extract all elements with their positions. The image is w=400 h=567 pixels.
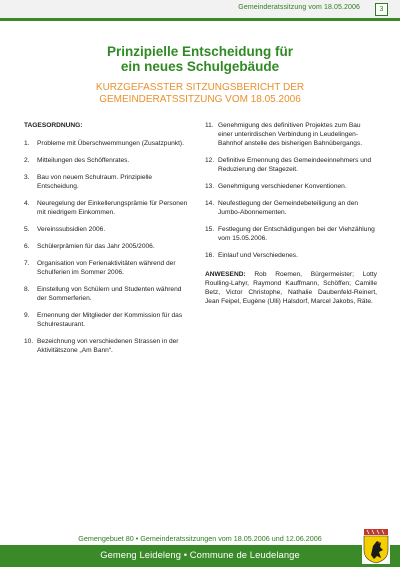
agenda-item-text: Festlegung der Entschädigungen bei der Viehzählung vom 15.05.2006. — [218, 226, 375, 242]
agenda-item-text: Einlauf und Verschiedenes. — [218, 252, 298, 259]
agenda-item-number: 15. — [205, 226, 215, 233]
page-number: 3 — [375, 3, 388, 16]
page-title — [0, 44, 400, 74]
agenda-item — [24, 156, 190, 165]
agenda-item-text: Organisation von Ferienaktivitäten während der Schulferien im Sommer 2006. — [37, 260, 176, 276]
agenda-item-number: 5. — [24, 226, 30, 233]
footer-band-text: Gemeng Leideleng • Commune de Leudelange — [100, 549, 300, 560]
coat-of-arms-icon — [362, 528, 390, 564]
agenda-item-number: 8. — [24, 286, 30, 293]
agenda-item — [205, 225, 377, 243]
agenda-right-column — [205, 121, 377, 306]
agenda-item-text: Bezeichnung von verschiedenen Strassen in der Aktivitätszone „Am Bann“. — [37, 338, 179, 354]
agenda-item — [24, 199, 190, 217]
agenda-item-number: 16. — [205, 252, 215, 259]
footer-issue-line: Gemengebuet 80 • Gemeinderatssitzungen vom 18.05.2006 und 12.06.2006 — [78, 534, 322, 543]
agenda-item-number: 1. — [24, 140, 30, 147]
agenda-item-text: Neufestlegung der Gemeindebeteiligung an den Jumbo-Abonnementen. — [218, 200, 359, 216]
agenda-item-text: Einstellung von Schülern und Studenten während der Sommerferien. — [37, 286, 182, 302]
agenda-left-column — [24, 121, 190, 363]
agenda-item-number: 12. — [205, 157, 215, 164]
agenda-item-number: 10. — [24, 338, 34, 345]
agenda-item-number: 7. — [24, 260, 30, 267]
agenda-item-text: Mitteilungen des Schöffenrates. — [37, 157, 130, 164]
agenda-item-number: 9. — [24, 312, 30, 319]
agenda-item-text: Neuregelung der Einkellerungsprämie für Personen mit niedrigem Einkommen. — [37, 200, 188, 216]
header-text: Gemeinderatssitzung vom 18.05.2006 — [238, 4, 360, 11]
agenda-item — [205, 182, 377, 191]
agenda-item-number: 14. — [205, 200, 215, 207]
agenda-item-text: Genehmigung verschiedener Konventionen. — [218, 183, 347, 190]
agenda-item — [24, 225, 190, 234]
agenda-item — [24, 173, 190, 191]
subtitle-line-1: KURZGEFASSTER SITZUNGSBERICHT DER — [95, 82, 305, 93]
agenda-item — [205, 251, 377, 260]
agenda-item — [205, 199, 377, 217]
header-rule — [0, 18, 400, 21]
subtitle-line-2: GEMEINDERATSSITZUNG VOM 18.05.2006 — [99, 94, 301, 105]
agenda-item — [24, 311, 190, 329]
agenda-item-text: Probleme mit Überschwemmungen (Zusatzpunkt). — [37, 140, 184, 147]
agenda-item — [24, 139, 190, 148]
agenda-item-number: 3. — [24, 174, 30, 181]
agenda-item-text: Schülerprämien für das Jahr 2005/2006. — [37, 243, 155, 250]
agenda-item — [24, 285, 190, 303]
agenda-item-text: Vereinssubsidien 2006. — [37, 226, 106, 233]
agenda-item — [205, 156, 377, 174]
attendance-label: ANWESEND: — [205, 271, 246, 278]
title-line-2: ein neues Schulgebäude — [120, 59, 280, 74]
agenda-item-text: Bau von neuem Schulraum. Prinzipielle Entscheidung. — [37, 174, 153, 190]
agenda-item-number: 2. — [24, 157, 30, 164]
agenda-item — [205, 121, 377, 148]
agenda-item-text: Definitive Ernennung des Gemeindeeinnehmers und Reduzierung der Stagezeit. — [218, 157, 372, 173]
agenda-item — [24, 337, 190, 355]
attendance-block — [205, 270, 377, 306]
agenda-item-number: 11. — [205, 122, 214, 129]
agenda-item-text: Ernennung der Mitglieder der Kommission für das Schulrestaurant. — [37, 312, 183, 328]
agenda-item — [24, 242, 190, 251]
agenda-item-text: Genehmigung des definitiven Projektes zum Bau einer unterirdischen Verbindung in Leudelingen-Bahnhof anstelle des bisherigen Bahnübergangs. — [218, 122, 363, 147]
agenda-item-number: 13. — [205, 183, 215, 190]
title-line-1: Prinzipielle Entscheidung für — [106, 44, 294, 59]
agenda-item — [24, 259, 190, 277]
agenda-item-number: 6. — [24, 243, 30, 250]
agenda-heading: TAGESORDNUNG: — [24, 122, 83, 129]
attendance-text: Rob Roemen, Bürgermeister; Lotty Roulling-Lahyr, Raymond Kauffmann, Schöffen; Camille Betz, Victor Christophe, Nathalie Daubenfeld-Reinert, Jean Feipel, Eugène (Ulli) Halsdorf, Marcel Jakobs, Räte. — [205, 271, 377, 305]
agenda-item-number: 4. — [24, 200, 30, 207]
page-subtitle — [0, 82, 400, 106]
